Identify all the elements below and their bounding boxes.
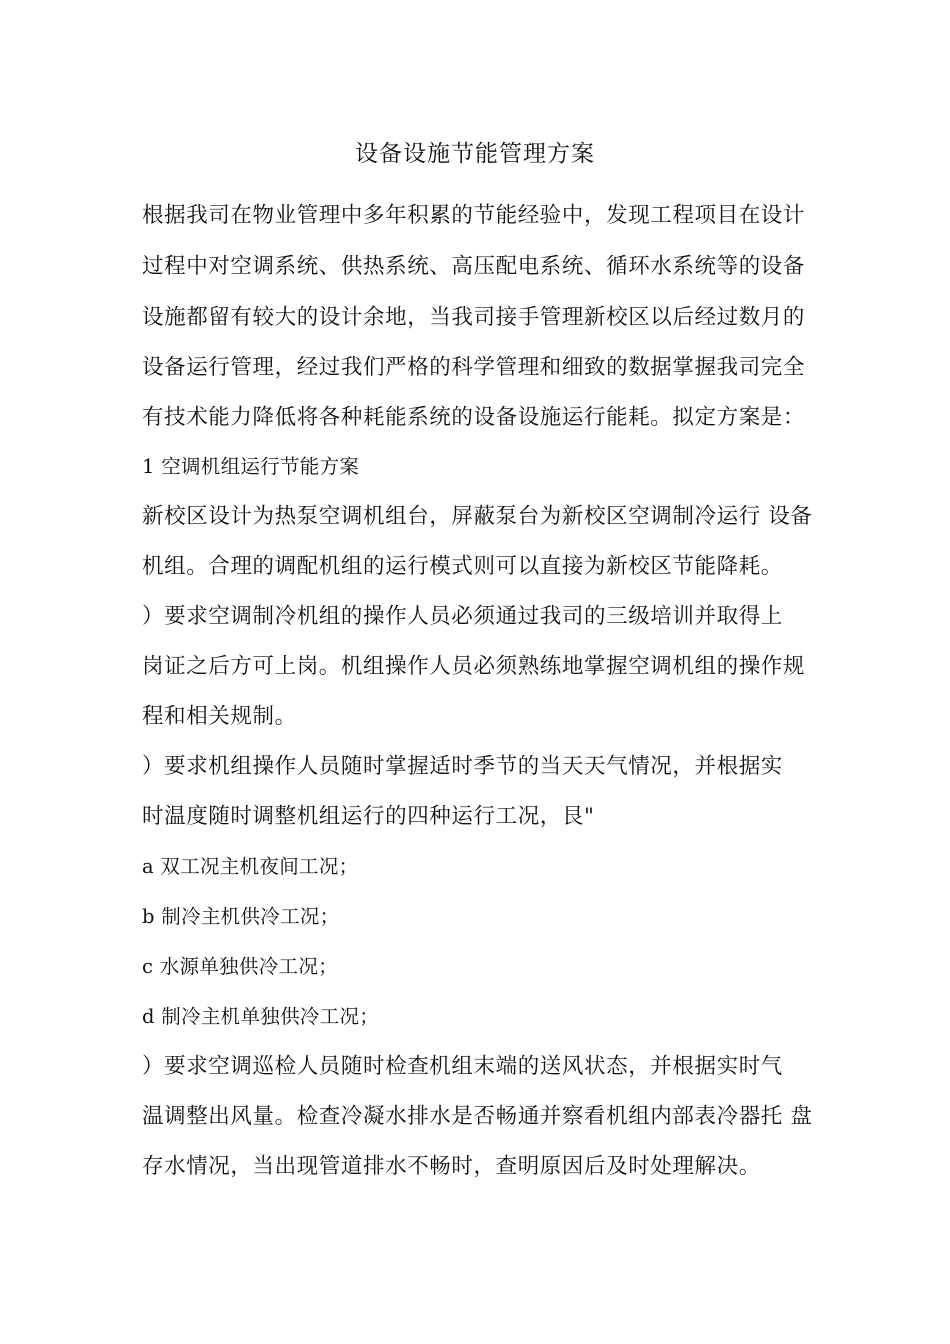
paragraph-line: ）要求机组操作人员随时掌握适时季节的当天天气情况，并根据实: [142, 754, 783, 779]
list-item: b 制冷主机供冷工况；: [142, 905, 340, 928]
paragraph-line: 岗证之后方可上岗。机组操作人员必须熟练地掌握空调机组的操作规: [142, 654, 806, 679]
paragraph-line: 程和相关规制。: [142, 704, 297, 729]
list-item: d 制冷主机单独供冷工况；: [142, 1005, 380, 1028]
paragraph-line: 有技术能力降低将各种耗能系统的设备设施运行能耗。拟定方案是：: [142, 405, 806, 430]
paragraph-line: ）要求空调巡检人员随时检查机组末端的送风状态，并根据实时气: [142, 1054, 783, 1079]
list-item: c 水源单独供冷工况；: [142, 955, 338, 978]
section-heading: 1 空调机组运行节能方案: [142, 455, 360, 478]
paragraph-line: 过程中对空调系统、供热系统、高压配电系统、循环水系统等的设备: [142, 254, 806, 279]
paragraph-line: 新校区设计为热泵空调机组台，屏蔽泵台为新校区空调制冷运行 设备: [142, 504, 813, 529]
document-title: 设备设施节能管理方案: [355, 141, 595, 167]
list-item: a 双工况主机夜间工况；: [142, 855, 359, 878]
paragraph-line: 设备运行管理，经过我们严格的科学管理和细致的数据掌握我司完全: [142, 355, 806, 380]
paragraph-line: 温调整出风量。检查冷凝水排水是否畅通并察看机组内部表冷器托 盘: [142, 1104, 813, 1129]
paragraph-line: 存水情况，当出现管道排水不畅时，查明原因后及时处理解决。: [142, 1154, 761, 1179]
paragraph-line: 时温度随时调整机组运行的四种运行工况，艮": [142, 804, 595, 829]
paragraph-line: 设施都留有较大的设计余地，当我司接手管理新校区以后经过数月的: [142, 305, 806, 330]
paragraph-line: 机组。合理的调配机组的运行模式则可以直接为新校区节能降耗。: [142, 554, 783, 579]
paragraph-line: ）要求空调制冷机组的操作人员必须通过我司的三级培训并取得上: [142, 604, 783, 629]
paragraph-line: 根据我司在物业管理中多年积累的节能经验中，发现工程项目在设计: [142, 203, 806, 228]
